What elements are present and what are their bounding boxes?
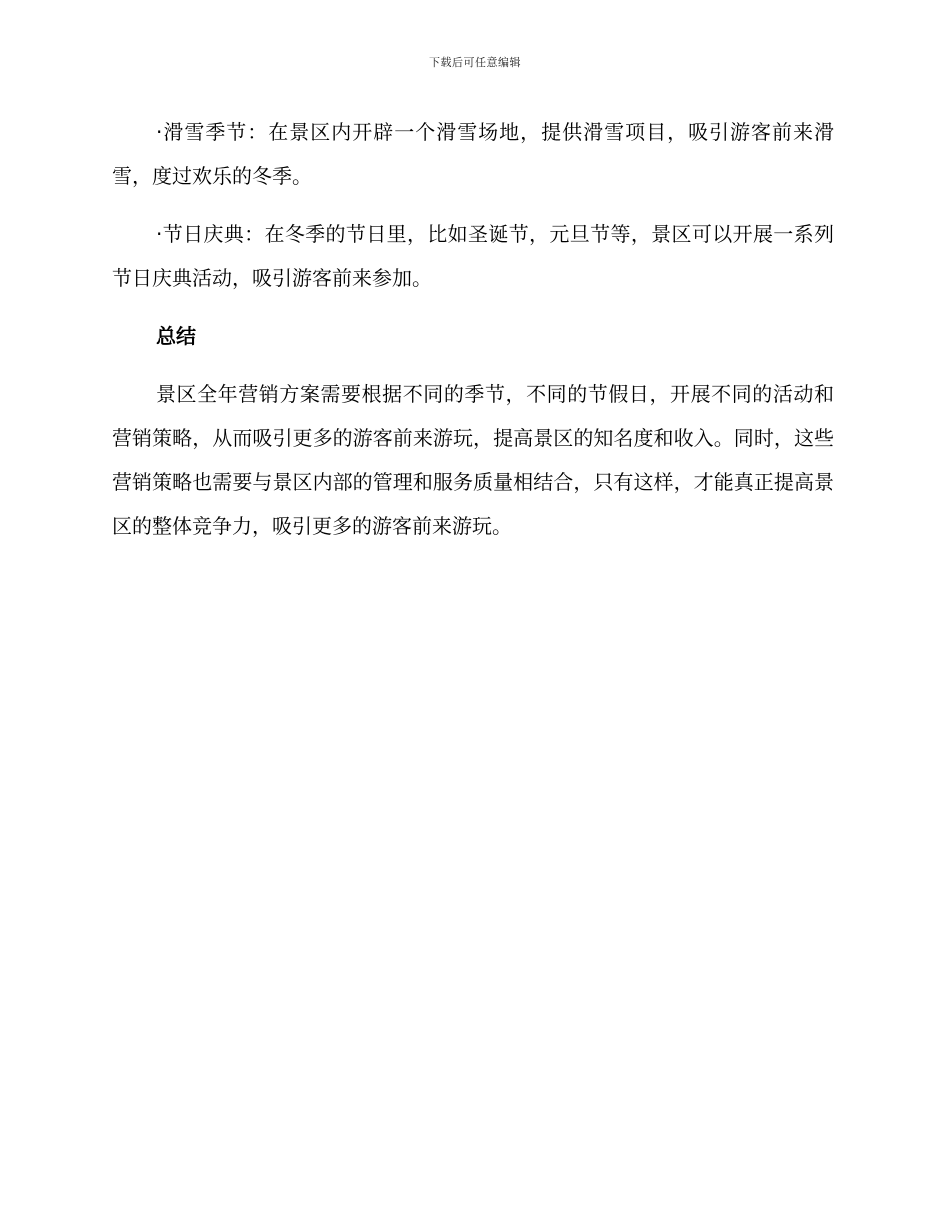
section-heading-summary: 总结 <box>156 324 196 348</box>
bullet-paragraph-festival: ·节日庆典：在冬季的节日里，比如圣诞节，元旦节等，景区可以开展一系列节日庆典活动，吸引游客前来参加。 <box>112 222 834 290</box>
page-header: 下载后可任意编辑 <box>429 56 521 69</box>
summary-paragraph: 景区全年营销方案需要根据不同的季节，不同的节假日，开展不同的活动和营销策略，从而吸引更多的游客前来游玩，提高景区的知名度和收入。同时，这些营销策略也需要与景区内部的管理和服务质量相结合，只有这样，才能真正提高景区的整体竞争力，吸引更多的游客前来游玩。 <box>112 382 834 538</box>
document-body <box>112 110 834 548</box>
bullet-paragraph-skiing: ·滑雪季节：在景区内开辟一个滑雪场地，提供滑雪项目，吸引游客前来滑雪，度过欢乐的冬季。 <box>112 120 834 188</box>
